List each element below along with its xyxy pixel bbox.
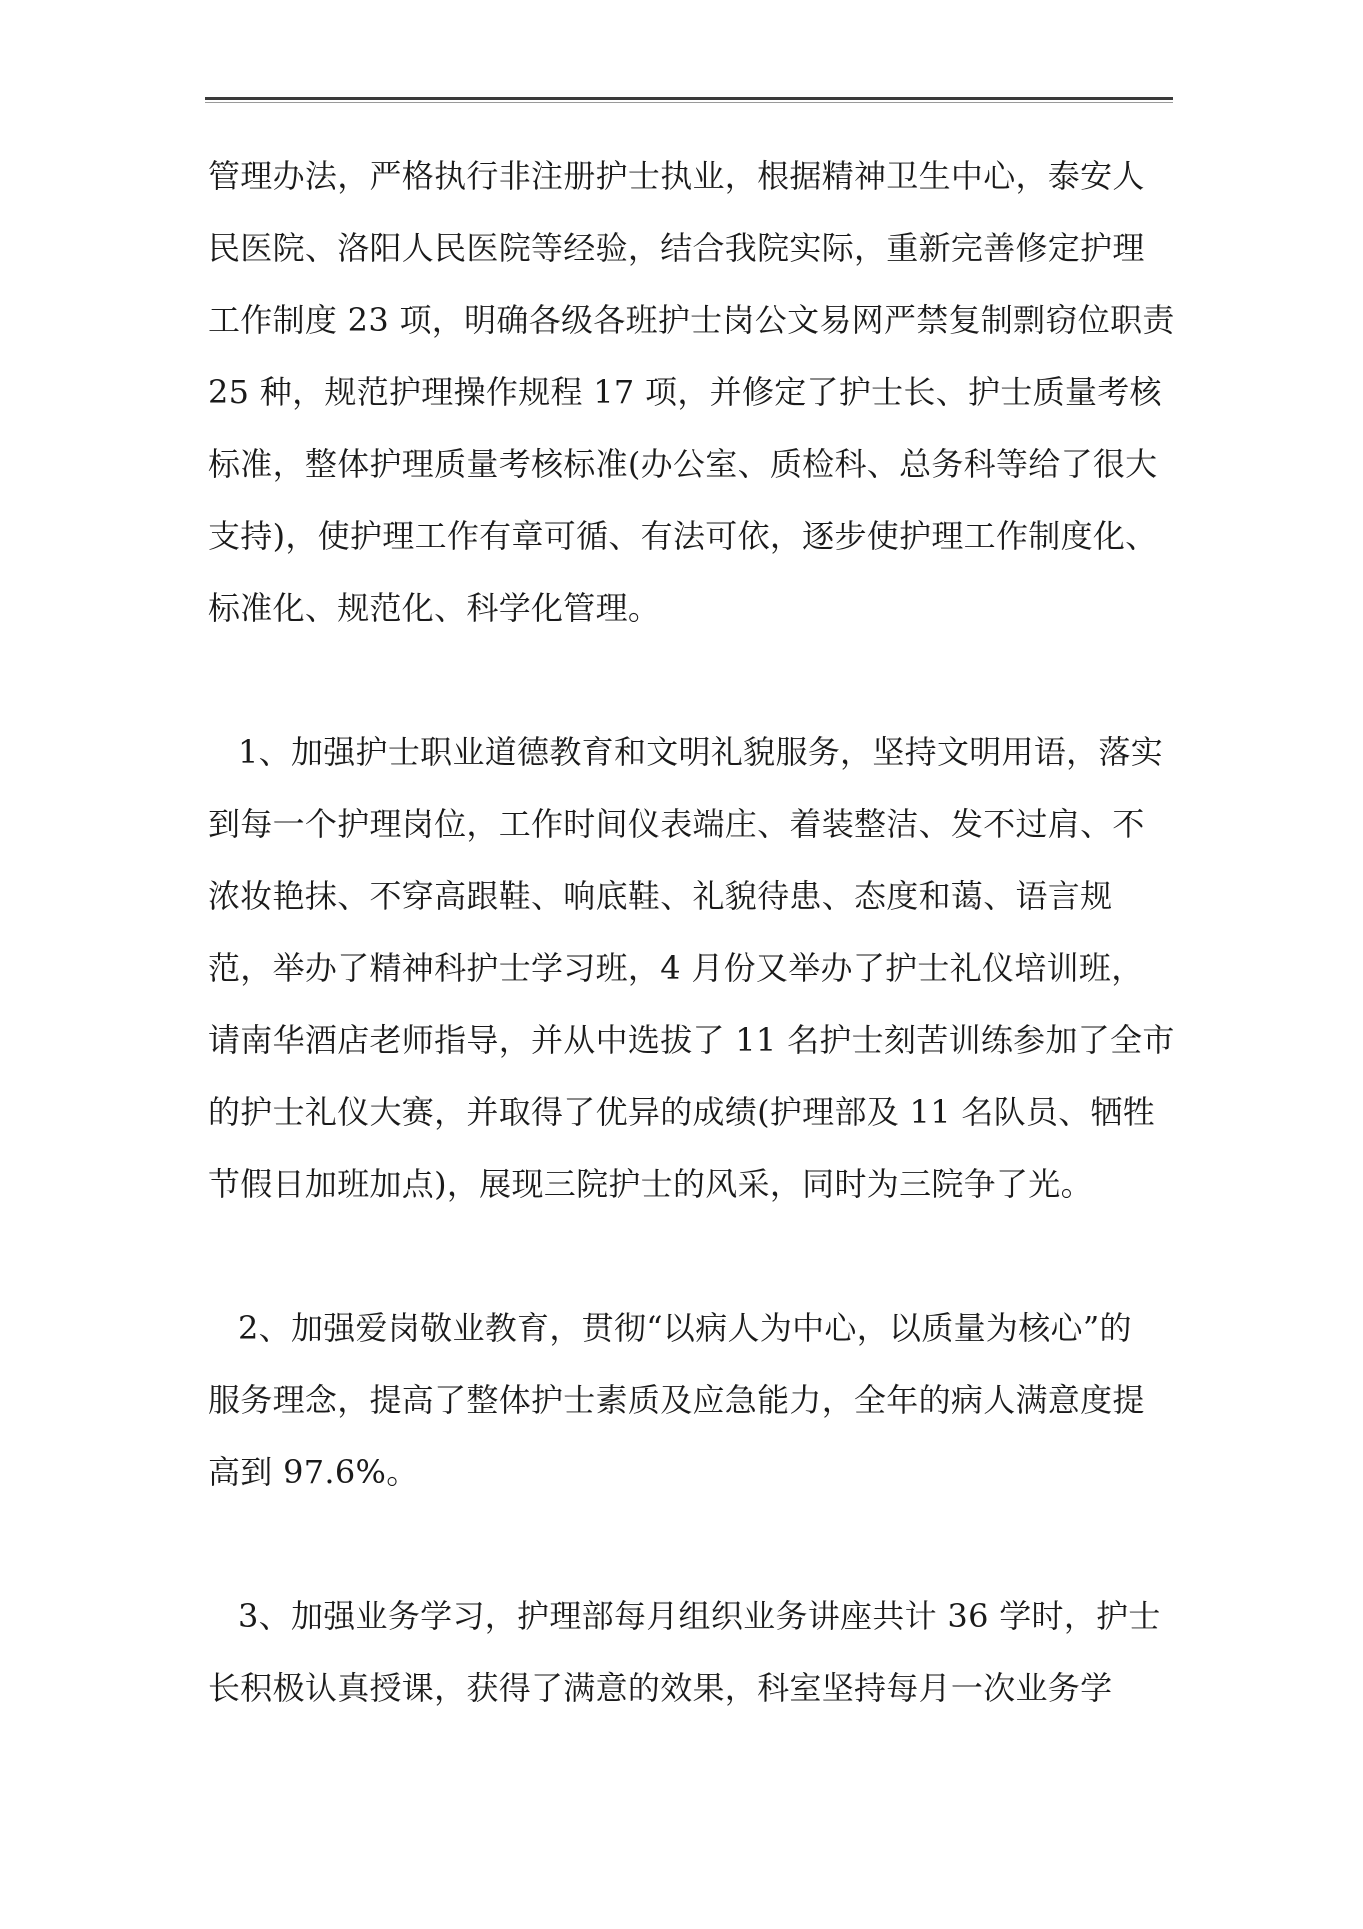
text-line: 浓妆艳抹、不穿高跟鞋、响底鞋、礼貌待患、态度和蔼、语言规 xyxy=(208,877,1113,915)
text-line: 支持)，使护理工作有章可循、有法可依，逐步使护理工作制度化、 xyxy=(208,517,1158,555)
text-line: 管理办法，严格执行非注册护士执业，根据精神卫生中心，泰安人 xyxy=(208,157,1145,195)
text-line: 民医院、洛阳人民医院等经验，结合我院实际，重新完善修定护理 xyxy=(208,229,1145,267)
paragraph-item-2 xyxy=(208,1292,1172,1508)
text-line: 工作制度 23 项，明确各级各班护士岗公文易网严禁复制剽窃位职责 xyxy=(208,301,1175,339)
text-line: 到每一个护理岗位，工作时间仪表端庄、着装整洁、发不过肩、不 xyxy=(208,805,1145,843)
text-line: 长积极认真授课，获得了满意的效果，科室坚持每月一次业务学 xyxy=(208,1669,1113,1707)
text-line: 的护士礼仪大赛，并取得了优异的成绩(护理部及 11 名队员、牺牲 xyxy=(208,1093,1156,1131)
header-rule-thin xyxy=(205,102,1173,103)
text-line: 请南华酒店老师指导，并从中选拔了 11 名护士刻苦训练参加了全市 xyxy=(208,1021,1175,1059)
header-rule xyxy=(205,97,1173,100)
document-body xyxy=(208,140,1175,1724)
text-line: 范，举办了精神科护士学习班，4 月份又举办了护士礼仪培训班， xyxy=(208,949,1144,987)
text-line: 高到 97.6%。 xyxy=(208,1453,419,1491)
paragraph-management xyxy=(208,140,1175,644)
text-line: 节假日加班加点)，展现三院护士的风采，同时为三院争了光。 xyxy=(208,1165,1093,1203)
paragraph-item-3 xyxy=(208,1580,1172,1724)
text-line: 2、加强爱岗敬业教育，贯彻“以病人为中心，以质量为核心”的 xyxy=(238,1309,1132,1347)
paragraph-item-1 xyxy=(208,716,1175,1220)
text-line: 25 种，规范护理操作规程 17 项，并修定了护士长、护士质量考核 xyxy=(208,373,1162,411)
text-line: 3、加强业务学习，护理部每月组织业务讲座共计 36 学时，护士 xyxy=(238,1597,1161,1635)
text-line: 标准，整体护理质量考核标准(办公室、质检科、总务科等给了很大 xyxy=(208,445,1158,483)
text-line: 服务理念，提高了整体护士素质及应急能力，全年的病人满意度提 xyxy=(208,1381,1145,1419)
text-line: 1、加强护士职业道德教育和文明礼貌服务，坚持文明用语，落实 xyxy=(238,733,1164,771)
text-line: 标准化、规范化、科学化管理。 xyxy=(208,589,661,627)
